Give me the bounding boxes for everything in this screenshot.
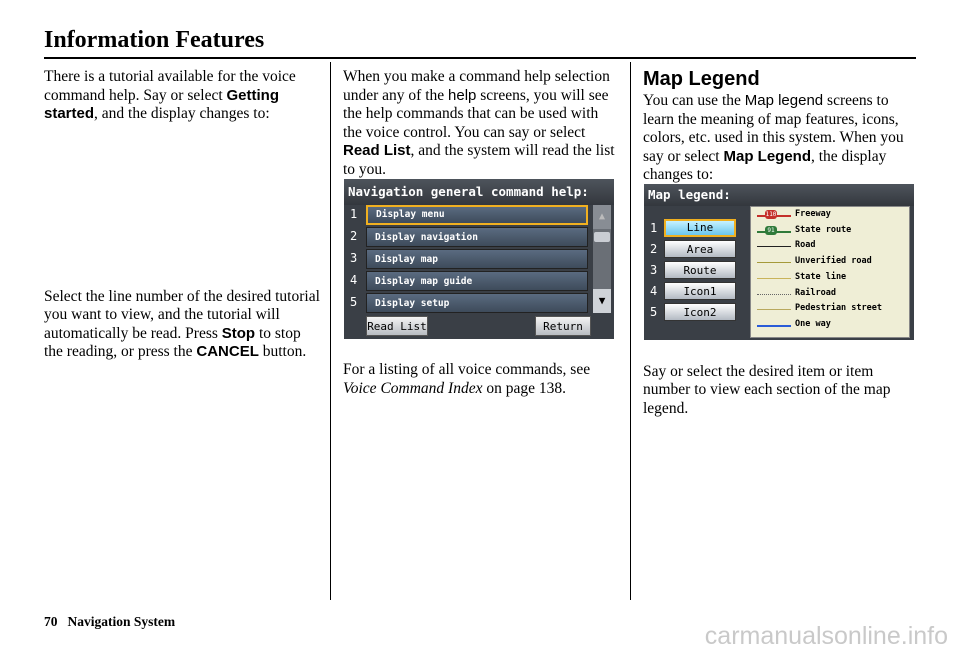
nav-help-item[interactable] — [344, 271, 588, 293]
map-legend-button[interactable]: Line — [664, 219, 736, 237]
page-title: Information Features — [44, 27, 265, 53]
item-number: 1 — [350, 207, 358, 221]
map-legend-button[interactable]: Route — [664, 261, 736, 279]
watermark: carmanualsonline.info — [704, 622, 948, 650]
text: , the display changes to: — [643, 147, 887, 183]
legend-entry — [751, 270, 909, 286]
screen-title: Map legend: — [644, 184, 914, 206]
column-divider — [330, 62, 331, 600]
keyword: help — [448, 86, 477, 104]
legend-label: Freeway — [795, 209, 831, 219]
legend-entry — [751, 223, 909, 239]
item-number: 5 — [350, 295, 358, 309]
keyword: Map Legend — [723, 147, 811, 165]
legend-label: Unverified road — [795, 256, 872, 267]
item-number: 2 — [650, 242, 658, 256]
scroll-up-arrow-icon[interactable]: ▲ — [593, 205, 611, 229]
nav-help-button[interactable]: Display map — [366, 249, 588, 269]
text: There is a tutorial available for the voice command help. Say or select — [44, 68, 296, 104]
legend-label: One way — [795, 318, 831, 329]
item-number: 3 — [350, 251, 358, 265]
map-legend-button[interactable]: Icon1 — [664, 282, 736, 300]
text: screens to learn the meaning of map features, icons, colors, etc. used in this system. When you say or select — [643, 92, 904, 165]
item-number: 4 — [650, 284, 658, 298]
pedestrian-street-line-icon — [757, 309, 791, 310]
column-divider — [630, 62, 631, 600]
nav-help-item[interactable] — [344, 293, 588, 315]
map-legend-button[interactable]: Area — [664, 240, 736, 258]
nav-help-button[interactable]: Display menu — [366, 205, 588, 225]
read-list-button[interactable]: Read List — [366, 316, 428, 336]
nav-help-button[interactable]: Display setup — [366, 293, 588, 313]
text: Select the line number of the desired tutorial you want to view, and the tutorial will automatically be read. Press — [44, 287, 320, 342]
paragraph — [343, 68, 618, 179]
map-legend-item[interactable] — [644, 218, 744, 239]
map-legend-item[interactable] — [644, 260, 744, 281]
scrollbar[interactable] — [593, 205, 611, 313]
legend-entry — [751, 238, 909, 254]
legend-label: State route — [795, 224, 852, 235]
text: button. — [258, 343, 307, 360]
page-number: 70 — [44, 614, 58, 629]
one-way-arrow-icon — [757, 325, 791, 327]
map-legend-screen — [644, 184, 914, 340]
item-number: 1 — [650, 221, 658, 235]
paragraph: Say or select the desired item or item number to view each section of the map legend. — [643, 362, 891, 417]
legend-panel — [750, 206, 910, 338]
map-legend-item[interactable] — [644, 239, 744, 260]
page-footer — [44, 614, 175, 630]
keyword: Getting started — [44, 86, 280, 122]
nav-help-item[interactable] — [344, 227, 588, 249]
paragraph — [44, 68, 320, 124]
screen-title: Navigation general command help: — [344, 179, 614, 205]
scroll-down-arrow-icon[interactable]: ▼ — [593, 289, 611, 313]
paragraph — [44, 288, 320, 362]
text: For a listing of all voice commands, see — [343, 361, 591, 378]
item-number: 2 — [350, 229, 358, 243]
freeway-shield-icon: 110 — [765, 211, 777, 218]
item-number: 4 — [350, 273, 358, 287]
scroll-thumb[interactable] — [594, 232, 610, 242]
text: on page 138. — [482, 379, 566, 397]
column-1 — [44, 68, 320, 362]
unverified-road-line-icon — [757, 262, 791, 263]
legend-label: Railroad — [795, 287, 836, 298]
legend-entry — [751, 301, 909, 317]
text: You can use the — [643, 92, 745, 109]
nav-help-screen — [344, 179, 614, 339]
item-number: 5 — [650, 305, 658, 319]
road-line-icon — [757, 246, 791, 247]
section-heading: Map Legend — [643, 68, 760, 90]
paragraph — [343, 361, 618, 398]
map-legend-item[interactable] — [644, 302, 744, 323]
legend-label: State line — [795, 271, 847, 282]
paragraph — [643, 92, 918, 185]
cross-reference: Voice Command Index — [343, 379, 483, 397]
map-legend-button[interactable]: Icon2 — [664, 303, 736, 321]
keyword: Map legend — [744, 92, 824, 109]
legend-label: Pedestrian street — [795, 303, 882, 314]
state-line-icon — [757, 278, 791, 279]
nav-help-item[interactable] — [344, 249, 588, 271]
item-number: 3 — [650, 263, 658, 277]
state-route-shield-icon: 91 — [765, 226, 777, 235]
legend-label: Road — [795, 240, 816, 251]
nav-help-button[interactable]: Display map guide — [366, 271, 588, 291]
text: screens, you will see the help commands that can be used with the voice control. You can say or select — [343, 86, 609, 141]
keyword: Read List — [343, 142, 411, 159]
nav-help-item[interactable] — [344, 205, 588, 227]
railroad-line-icon — [757, 294, 791, 295]
legend-entry — [751, 317, 909, 333]
text: to stop the reading, or press the — [44, 324, 301, 360]
footer-label: Navigation System — [67, 614, 176, 629]
legend-entry — [751, 286, 909, 302]
title-rule — [44, 57, 916, 59]
text: , and the display changes to: — [94, 105, 270, 122]
nav-help-button[interactable]: Display navigation — [366, 227, 588, 247]
text: When you make a command help selection under any of the — [343, 68, 610, 104]
keyword: CANCEL — [196, 343, 259, 360]
legend-entry — [751, 207, 909, 223]
return-button[interactable]: Return — [535, 316, 591, 336]
map-legend-item[interactable] — [644, 281, 744, 302]
legend-entry — [751, 254, 909, 270]
text: , and the system will read the list to you. — [343, 142, 615, 178]
keyword: Stop — [221, 324, 256, 342]
